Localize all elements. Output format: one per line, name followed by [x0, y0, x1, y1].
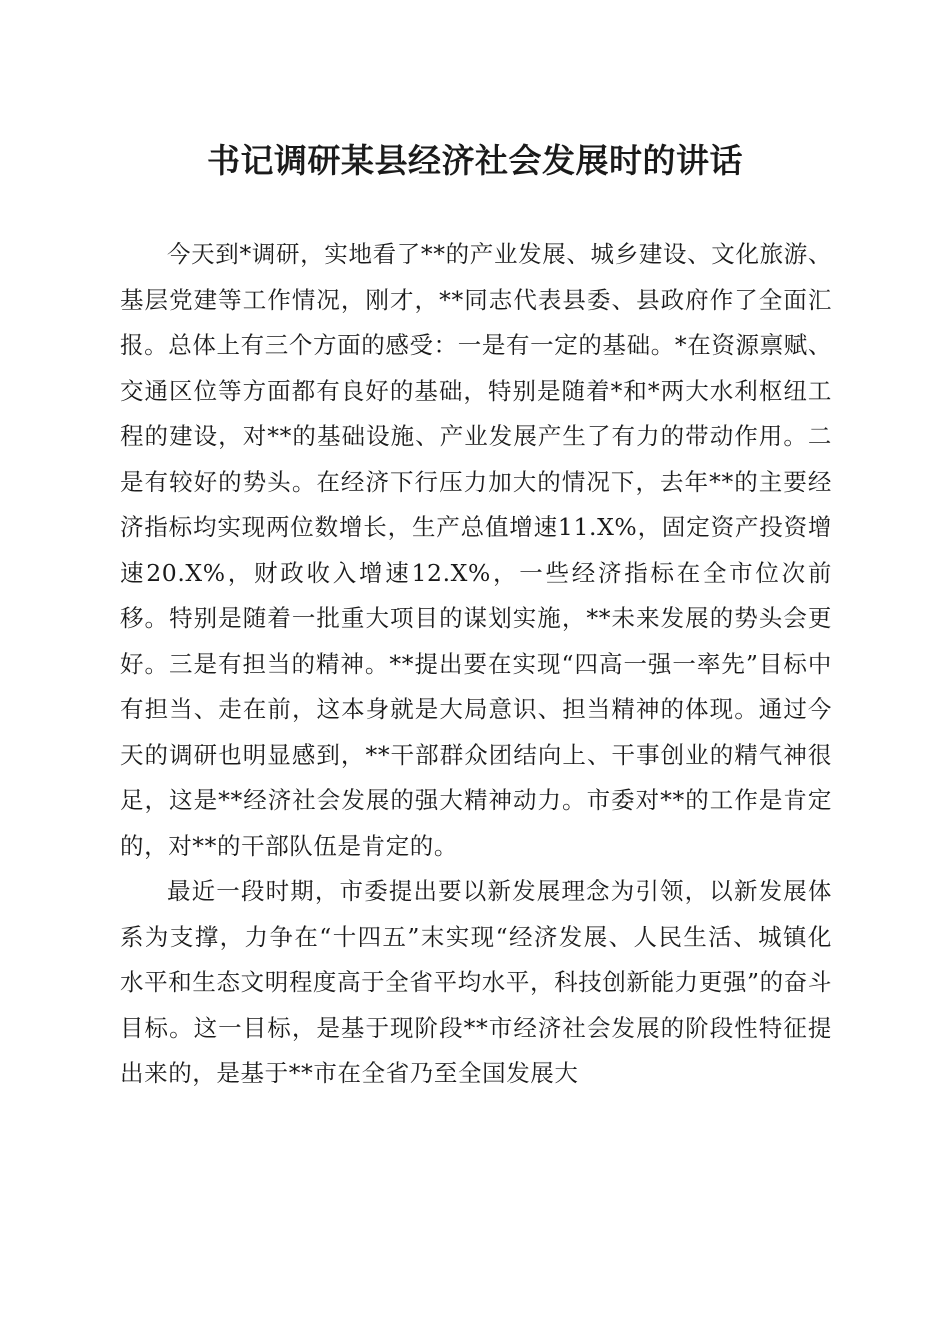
document-body — [120, 232, 832, 1097]
paragraph-1: 今天到*调研，实地看了**的产业发展、城乡建设、文化旅游、基层党建等工作情况，刚才，**同志代表县委、县政府作了全面汇报。总体上有三个方面的感受：一是有一定的基础。*在资源禀赋、交通区位等方面都有良好的基础，特别是随着*和*两大水利枢纽工程的建设，对**的基础设施、产业发展产生了有力的带动作用。二是有较好的势头。在经济下行压力加大的情况下，去年**的主要经济指标均实现两位数增长，生产总值增速11.X%，固定资产投资增速20.X%，财政收入增速12.X%，一些经济指标在全市位次前移。特别是随着一批重大项目的谋划实施，**未来发展的势头会更好。三是有担当的精神。**提出要在实现“四高一强一率先”目标中有担当、走在前，这本身就是大局意识、担当精神的体现。通过今天的调研也明显感到，**干部群众团结向上、干事创业的精气神很足，这是**经济社会发展的强大精神动力。市委对**的工作是肯定的，对**的干部队伍是肯定的。 — [120, 240, 832, 860]
paragraph-2: 最近一段时期，市委提出要以新发展理念为引领，以新发展体系为支撑，力争在“十四五”末实现“经济发展、人民生活、城镇化水平和生态文明程度高于全省平均水平，科技创新能力更强”的奋斗目标。这一目标，是基于现阶段**市经济社会发展的阶段性特征提出来的，是基于**市在全省乃至全国发展大 — [120, 877, 832, 1087]
document-title: 书记调研某县经济社会发展时的讲话 — [207, 141, 743, 180]
